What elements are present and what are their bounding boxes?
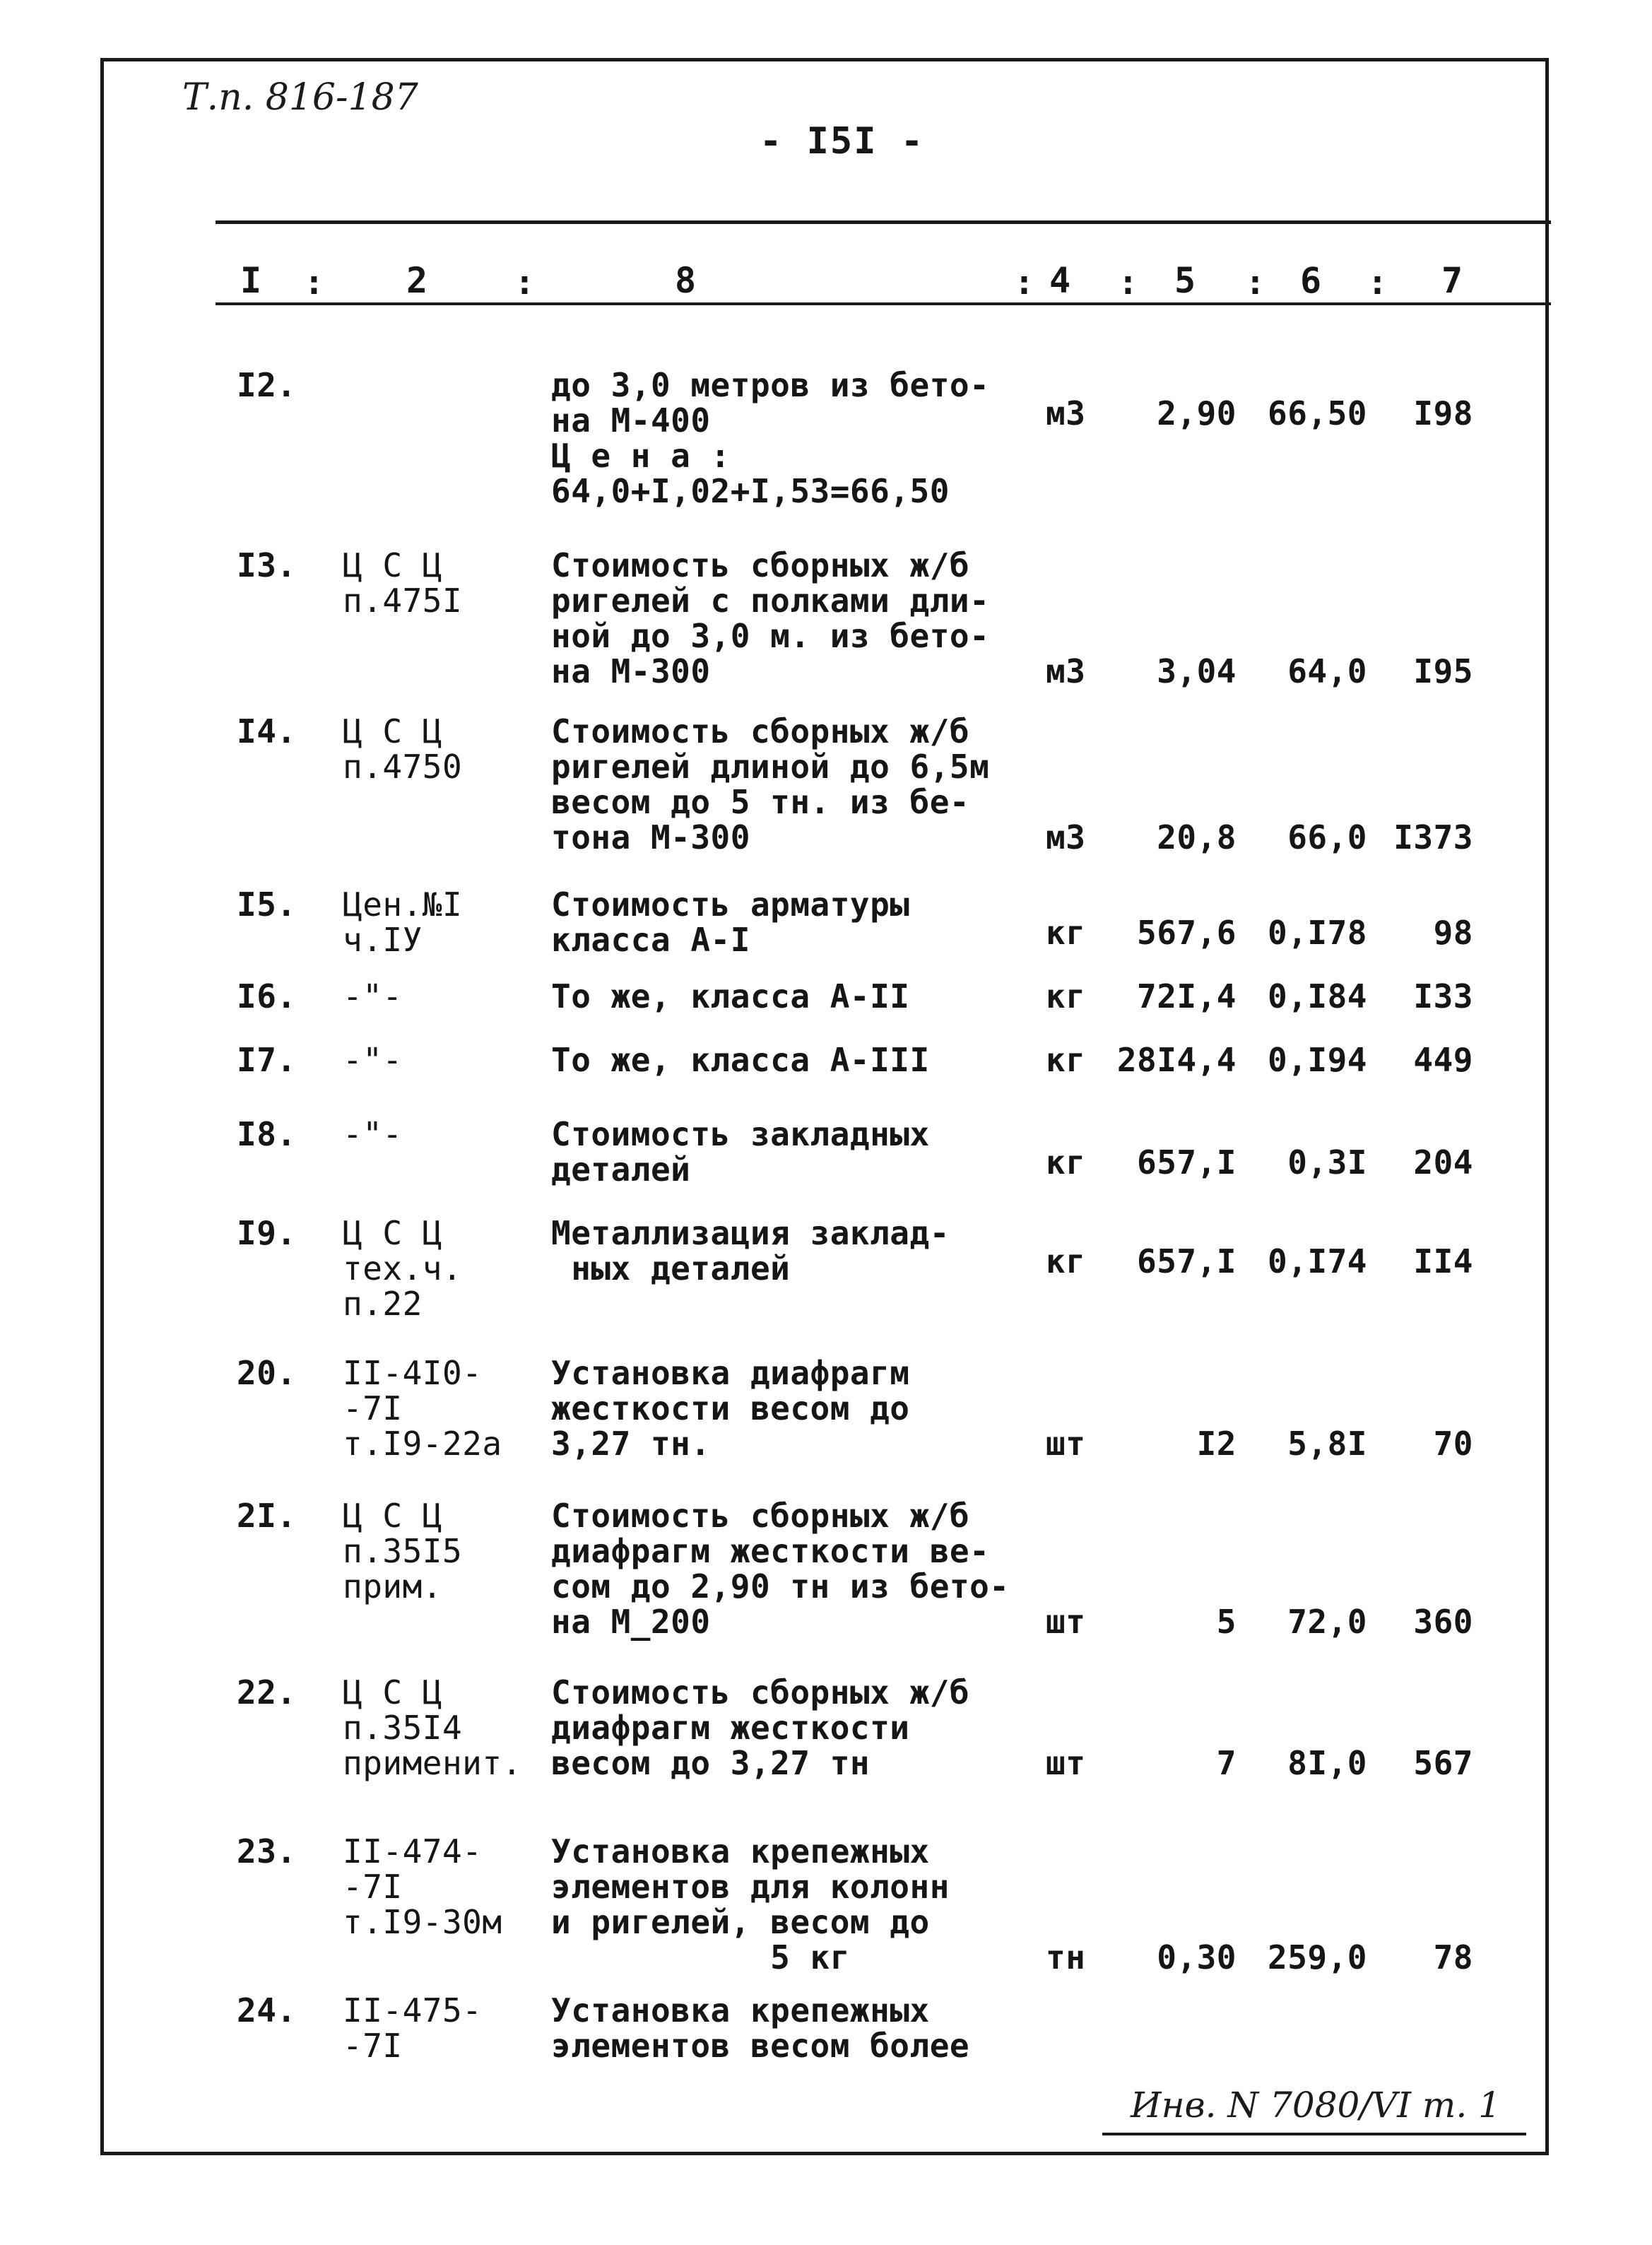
row-unit-price: 0,3I xyxy=(1287,1143,1367,1182)
row-total: II4 xyxy=(1413,1242,1473,1280)
row-quantity: 28I4,4 xyxy=(1116,1041,1237,1079)
row-total: 98 xyxy=(1433,914,1473,952)
row-number: I6. xyxy=(237,977,297,1015)
row-quantity: 7 xyxy=(1216,1744,1237,1782)
row-code: Ц С Ц п.475I xyxy=(343,546,463,620)
row-unit-price: 64,0 xyxy=(1287,652,1367,690)
row-unit: м3 xyxy=(1046,818,1086,856)
row-quantity: 5 xyxy=(1216,1603,1237,1641)
column-header-2: 2 xyxy=(406,260,428,301)
row-code: Ц С Ц п.4750 xyxy=(343,712,463,786)
row-unit-price: 5,8I xyxy=(1287,1425,1367,1463)
row-quantity: 72I,4 xyxy=(1137,977,1237,1015)
row-unit: кг xyxy=(1046,977,1086,1015)
row-unit: шт xyxy=(1046,1603,1086,1641)
row-unit: шт xyxy=(1046,1425,1086,1463)
row-number: I8. xyxy=(237,1115,297,1153)
column-header-7: 7 xyxy=(1441,260,1463,301)
row-total: I373 xyxy=(1393,818,1473,856)
row-number: 2I. xyxy=(237,1497,297,1535)
row-description: Установка диафрагм жесткости весом до 3,27 тн. xyxy=(551,1354,910,1463)
row-number: I4. xyxy=(237,712,297,750)
row-total: I95 xyxy=(1413,652,1473,690)
column-separator: : xyxy=(1245,263,1265,302)
row-description: Стоимость сборных ж/б ригелей с полками дли- ной до 3,0 м. из бето- на М-300 xyxy=(551,546,990,690)
row-unit: м3 xyxy=(1046,652,1086,690)
row-code: -"- xyxy=(343,977,403,1015)
row-total: 78 xyxy=(1433,1938,1473,1976)
row-number: I9. xyxy=(237,1214,297,1252)
row-number: 20. xyxy=(237,1354,297,1392)
row-description: Установка крепежных элементов весом более xyxy=(551,1991,970,2065)
row-code: Ц С Ц п.35I5 прим. xyxy=(343,1497,463,1605)
row-unit-price: 8I,0 xyxy=(1287,1744,1367,1782)
row-unit-price: 0,I94 xyxy=(1268,1041,1367,1079)
row-number: I2. xyxy=(237,366,297,404)
row-unit-price: 66,50 xyxy=(1268,394,1367,432)
document-reference: Т.п. 816-187 xyxy=(182,76,418,119)
row-quantity: 20,8 xyxy=(1157,818,1237,856)
row-description: Стоимость сборных ж/б ригелей длиной до 6,5м весом до 5 тн. из бе- тона М-300 xyxy=(551,712,990,856)
row-unit-price: 259,0 xyxy=(1268,1938,1367,1976)
row-quantity: 657,I xyxy=(1137,1143,1237,1182)
row-code: Ц С Ц п.35I4 применит. xyxy=(343,1673,522,1782)
row-description: до 3,0 метров из бето- на М-400 Ц е н а : 64,0+I,02+I,53=66,50 xyxy=(551,366,990,510)
inventory-number: Инв. N 7080/VI т. 1 xyxy=(1131,2085,1501,2126)
row-unit: кг xyxy=(1046,1041,1086,1079)
column-separator: : xyxy=(1118,263,1138,302)
row-total: I33 xyxy=(1413,977,1473,1015)
row-unit: кг xyxy=(1046,1143,1086,1182)
row-code: II-4I0- -7I т.I9-22а xyxy=(343,1354,502,1463)
row-unit: тн xyxy=(1046,1938,1086,1976)
row-total: 70 xyxy=(1433,1425,1473,1463)
row-total: 360 xyxy=(1413,1603,1473,1641)
column-header-4: 4 xyxy=(1049,260,1071,301)
column-header-5: 5 xyxy=(1174,260,1196,301)
column-separator: : xyxy=(304,263,324,302)
row-unit: кг xyxy=(1046,1242,1086,1280)
row-code: II-474- -7I т.I9-30м xyxy=(343,1832,502,1941)
row-unit-price: 66,0 xyxy=(1287,818,1367,856)
row-code: Ц С Ц тех.ч. п.22 xyxy=(343,1214,463,1323)
row-quantity: I2 xyxy=(1196,1425,1237,1463)
row-quantity: 3,04 xyxy=(1157,652,1237,690)
inventory-underline xyxy=(1102,2133,1526,2135)
row-description: То же, класса А-II xyxy=(551,977,910,1015)
row-code: -"- xyxy=(343,1041,403,1079)
row-number: 23. xyxy=(237,1832,297,1870)
row-unit: шт xyxy=(1046,1744,1086,1782)
table-header-rule xyxy=(216,302,1551,305)
row-unit-price: 0,I78 xyxy=(1268,914,1367,952)
row-total: 567 xyxy=(1413,1744,1473,1782)
row-description: Стоимость сборных ж/б диафрагм жесткости ве- сом до 2,90 тн из бето- на М_200 xyxy=(551,1497,1010,1641)
row-total: 449 xyxy=(1413,1041,1473,1079)
row-unit: кг xyxy=(1046,914,1086,952)
row-total: I98 xyxy=(1413,394,1473,432)
row-quantity: 657,I xyxy=(1137,1242,1237,1280)
row-unit-price: 72,0 xyxy=(1287,1603,1367,1641)
column-separator: : xyxy=(1014,263,1034,302)
row-code: Цен.№I ч.IУ xyxy=(343,885,463,959)
row-number: I7. xyxy=(237,1041,297,1079)
row-quantity: 2,90 xyxy=(1157,394,1237,432)
row-description: Установка крепежных элементов для колонн и ригелей, весом до 5 кг xyxy=(551,1832,950,1976)
row-total: 204 xyxy=(1413,1143,1473,1182)
column-separator: : xyxy=(514,263,535,302)
row-unit-price: 0,I84 xyxy=(1268,977,1367,1015)
page-number: - I5I - xyxy=(760,120,925,163)
column-header-6: 6 xyxy=(1300,260,1322,301)
row-quantity: 0,30 xyxy=(1157,1938,1237,1976)
row-description: Стоимость закладных деталей xyxy=(551,1115,930,1189)
row-description: То же, класса А-III xyxy=(551,1041,930,1079)
row-number: I5. xyxy=(237,885,297,924)
column-separator: : xyxy=(1367,263,1388,302)
row-quantity: 567,6 xyxy=(1137,914,1237,952)
column-header-3: 8 xyxy=(675,260,697,301)
row-unit-price: 0,I74 xyxy=(1268,1242,1367,1280)
row-description: Металлизация заклад- ных деталей xyxy=(551,1214,950,1288)
column-header-1: I xyxy=(240,260,262,301)
row-description: Стоимость арматуры класса А-I xyxy=(551,885,910,959)
row-unit: м3 xyxy=(1046,394,1086,432)
row-number: 22. xyxy=(237,1673,297,1711)
row-code: -"- xyxy=(343,1115,403,1153)
row-code: II-475- -7I xyxy=(343,1991,483,2065)
row-description: Стоимость сборных ж/б диафрагм жесткости весом до 3,27 тн xyxy=(551,1673,970,1782)
row-number: 24. xyxy=(237,1991,297,2029)
table-top-rule xyxy=(216,220,1551,224)
row-number: I3. xyxy=(237,546,297,584)
